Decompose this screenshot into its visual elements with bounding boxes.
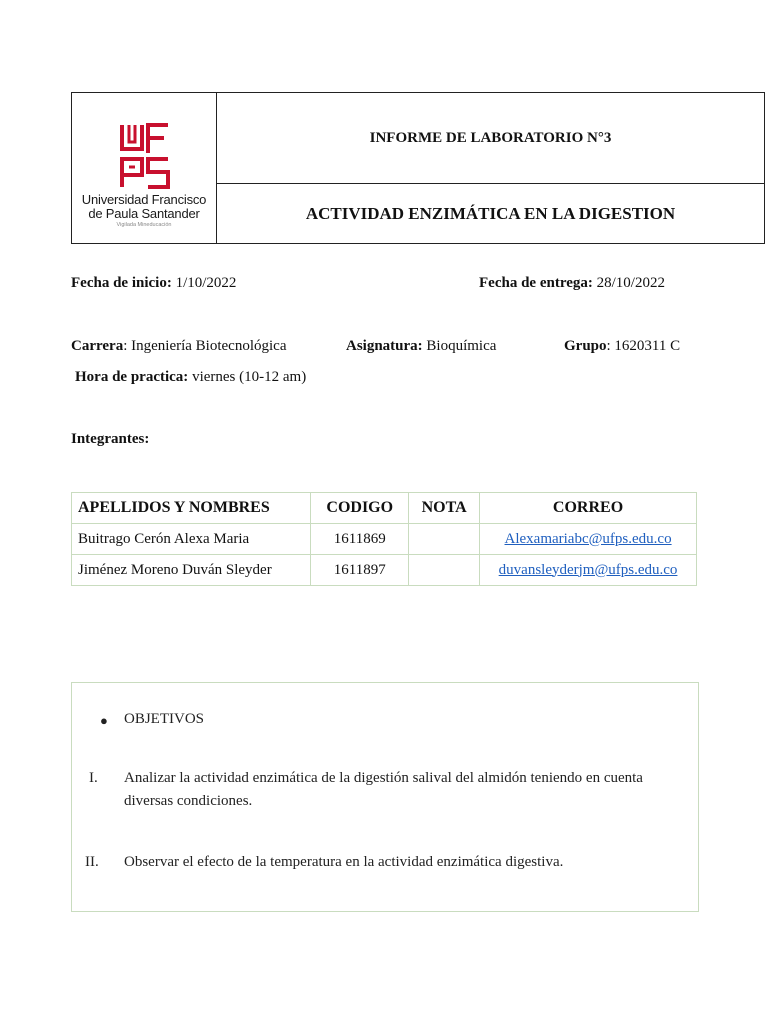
report-title: INFORME DE LABORATORIO N°3 bbox=[217, 93, 764, 184]
start-date-label: Fecha de inicio: bbox=[71, 275, 172, 291]
member-email-cell bbox=[480, 524, 697, 555]
member-grade bbox=[409, 524, 480, 555]
practice-hour bbox=[75, 369, 306, 386]
practice-hour-label: Hora de practica: bbox=[75, 369, 189, 385]
bullet-icon: ● bbox=[100, 713, 108, 728]
logo-letters: UFPS bbox=[145, 123, 148, 124]
group-value: : 1620311 C bbox=[606, 338, 681, 354]
col-header-name: APELLIDOS Y NOMBRES bbox=[72, 493, 311, 524]
member-email-link[interactable]: Alexamariabc@ufps.edu.co bbox=[504, 530, 672, 547]
career-value: : Ingeniería Biotecnológica bbox=[123, 338, 287, 354]
university-name-line1: Universidad Francisco bbox=[81, 192, 207, 207]
due-date-value: 28/10/2022 bbox=[596, 275, 665, 291]
career bbox=[71, 338, 286, 355]
table-row bbox=[72, 555, 697, 586]
subject bbox=[346, 338, 496, 355]
objective-text-line1: Observar el efecto de la temperatura en la actividad enzimática digestiva. bbox=[124, 854, 564, 870]
subject-value: Bioquímica bbox=[426, 338, 497, 354]
due-date bbox=[479, 275, 665, 292]
university-logo bbox=[72, 93, 217, 243]
group bbox=[564, 338, 680, 355]
career-label: Carrera bbox=[71, 338, 124, 354]
group-label: Grupo bbox=[564, 338, 607, 354]
member-email-link[interactable]: duvansleyderjm@ufps.edu.co bbox=[498, 561, 678, 578]
member-grade bbox=[409, 555, 480, 586]
member-name: Buitrago Cerón Alexa Maria bbox=[72, 524, 311, 555]
university-name-line2: de Paula Santander bbox=[88, 206, 200, 221]
table-row bbox=[72, 524, 697, 555]
ufps-logo-icon bbox=[118, 123, 172, 189]
table-header-row bbox=[72, 493, 697, 524]
subject-label: Asignatura: bbox=[346, 338, 423, 354]
col-header-grade: NOTA bbox=[409, 493, 480, 524]
objective-text-line2: diversas condiciones. bbox=[124, 793, 253, 809]
member-code: 1611869 bbox=[311, 524, 409, 555]
due-date-label: Fecha de entrega: bbox=[479, 275, 593, 291]
objective-marker: I. bbox=[89, 770, 98, 786]
objective-text-line1: Analizar la actividad enzimática de la digestión salival del almidón teniendo en cuenta bbox=[124, 770, 643, 786]
objectives-box bbox=[71, 682, 699, 912]
col-header-email: CORREO bbox=[480, 493, 697, 524]
member-code: 1611897 bbox=[311, 555, 409, 586]
practice-title: ACTIVIDAD ENZIMÁTICA EN LA DIGESTION bbox=[305, 203, 676, 223]
members-table bbox=[71, 492, 697, 586]
start-date bbox=[71, 275, 236, 292]
members-heading: Integrantes: bbox=[71, 431, 150, 447]
member-email-cell bbox=[480, 555, 697, 586]
col-header-code: CODIGO bbox=[311, 493, 409, 524]
report-header bbox=[71, 92, 765, 244]
start-date-value: 1/10/2022 bbox=[175, 275, 237, 291]
objectives-heading: OBJETIVOS bbox=[124, 711, 205, 727]
university-tagline: Vigilada Mineducación bbox=[116, 222, 172, 228]
objective-marker: II. bbox=[85, 854, 99, 870]
practice-hour-value: viernes (10-12 am) bbox=[192, 369, 307, 385]
member-name: Jiménez Moreno Duván Sleyder bbox=[72, 555, 311, 586]
